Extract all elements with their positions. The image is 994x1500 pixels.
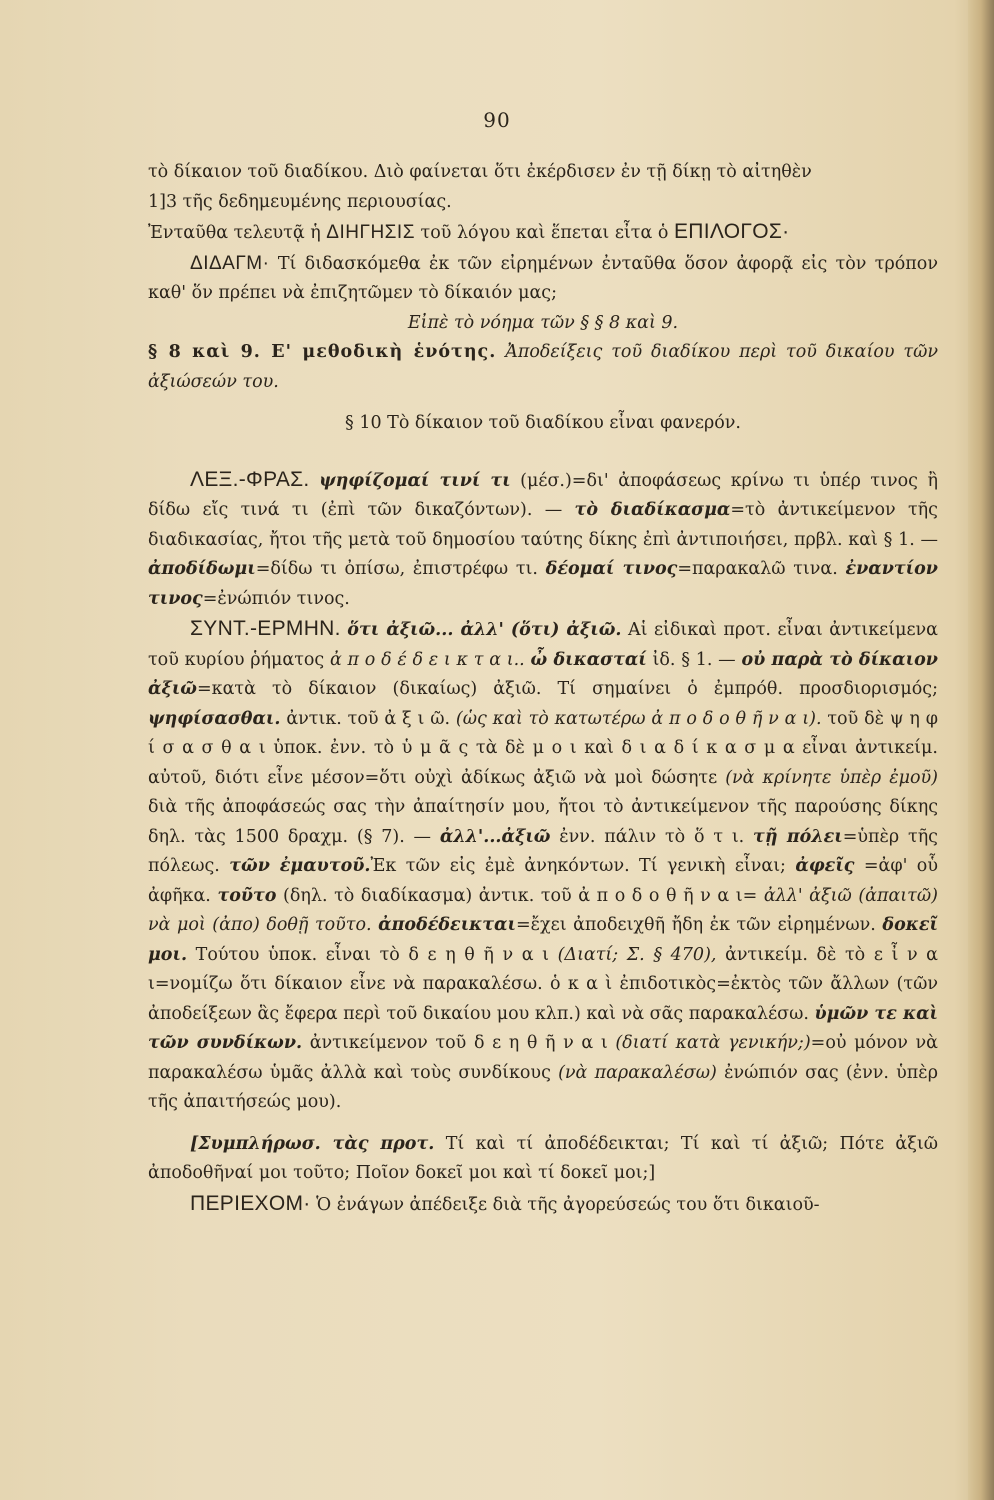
spaced-word: δ ε η θ ῆ ν α ι [473,1033,608,1053]
didagm-paragraph [148,249,938,309]
text-run: τὸ δίκαιον τοῦ διαδίκου. Διὸ φαίνεται ὅτι ἐκέρδισεν ἐν τῇ δίκῃ τὸ αἰτηθὲν [148,162,812,182]
spaced-word: ὅ τ ι. [694,826,745,847]
section-word-diegesis: ΔΙΗΓΗΣΙΣ [326,222,415,243]
text-run: τοῦ λόγου καὶ ἕπεται εἶτα ὁ [420,223,669,243]
section-heading: § 10 Τὸ δίκαιον τοῦ διαδίκου εἶναι φανερόν. [345,413,741,433]
text-run: =δίδω τι ὀπίσω, ἐπιστρέφω τι. [255,559,538,579]
text-run: τρόπον καθ' ὅν πρέπει νὰ ἐπιζητῶμεν τὸ δίκαιόν μας; [148,253,938,303]
term: δοκεῖ μοι. [148,915,938,965]
text-run: Τί καὶ τί ἀποδέδεικται; Τί καὶ τί ἀξιῶ; Πότε ἀξιῶ ἀποδοθῆναί μοι τοῦτο; Ποῖον δοκεῖ μοι καὶ τί δοκεῖ μοι;] [148,1133,938,1183]
text-run: τὰ δὲ [475,738,525,758]
text-run: (δηλ. τὸ διαδίκασμα) ἀντικ. τοῦ [283,885,572,906]
term: ψηφίζομαί τινί τι [319,470,511,491]
spaced-word: ε ἶ ν α ι [148,944,938,994]
term: δέομαί τινος [545,559,678,579]
instruction-line: Εἰπὲ τὸ νόημα τῶν § § 8 καὶ 9. [407,312,679,333]
text-run: (ὡς καὶ τὸ κατωτέρω [455,708,646,729]
term: ἐναντίον τινος [148,559,938,609]
unit-title: § 8 καὶ 9. Ε' μεθοδικὴ ἑνότης. [148,342,497,362]
text-run: Τούτου ὑποκ. εἶναι τὸ [195,944,400,965]
text-run: Ἐκ τῶν εἰς ἐμὲ ἀνηκόντων. Τί γενικὴ εἶναι; [370,856,786,876]
term: ἀφεῖς [795,856,855,876]
text-run: =κατὰ τὸ δίκαιον (δικαίως) ἀξιῶ. Τί σημαίνει ὁ ἐμπρόθ. προσδιορισμός; [196,679,938,699]
spaced-word: ἀ π ο δ ο θ ῆ ν α ι). [651,708,822,729]
term: ὦ δικασταί [530,649,647,670]
term: ἀλλ'...ἀξιῶ [439,826,551,847]
synt-ermen-paragraph [148,614,938,1118]
term: ὑμῶν τε καὶ τῶν συνδίκων. [148,1003,939,1053]
synt-ermen-heading: ΣΥΝΤ.-ΕΡΜΗΝ. [190,617,341,640]
text-run: ἰδ. § 1. — [652,649,736,670]
text-run: (Διατί; Σ. § 470), [557,944,717,965]
text-run: ἐνν. πάλιν τὸ [559,826,686,847]
didagm-heading: ΔΙΔΑΓΜ· [190,252,270,274]
lex-phras-heading: ΛΕΞ.-ΦΡΑΣ. [190,467,310,491]
text-run: ὑποκ. ἐνν. τὸ [273,738,395,758]
periechom-paragraph [148,1189,938,1221]
term: τῶν ἐμαυτοῦ. [229,856,371,876]
text-run: ἐνώπιόν σας (ἐνν. ὑπὲρ τῆς ἀπαιτήσεώς μου). [148,1062,938,1112]
text-run: εἶναι ἀντικείμ. αὐτοῦ, διότι εἶνε μέσον=ὅτι οὐχὶ ἀδίκως ἀξιῶ νὰ μοὶ δώσητε [148,738,938,788]
text-run: (νὰ κρίνητε ὑπὲρ ἐμοῦ) [725,767,938,788]
text-run: ἀλλ' ἀξιῶ (ἀπαιτῶ) νὰ μοὶ (ἀπο) δοθῇ τοῦτο. [148,885,938,935]
symplerosis-paragraph [148,1130,938,1189]
unit-heading [148,338,938,397]
term: [Συμπλήρωσ. τὰς προτ. [190,1133,435,1154]
text-run: 1]3 τῆς δεδημευμένης περιουσίας. [148,191,452,212]
term: ἀποδέδεικται [378,915,516,935]
term: τοῦτο [217,885,277,906]
spaced-word: ἀ π ο δ έ δ ε ι κ τ α ι.. [329,649,525,670]
term: τῇ πόλει [753,826,843,847]
text-run: =ἔχει ἀποδειχθῆ ἤδη ἐκ τῶν εἰρημένων. [516,915,876,935]
spaced-word: ψ η φ ί σ α σ θ α ι [148,708,938,758]
term: ψηφίσασθαι. [148,708,281,729]
text-line [148,217,938,249]
text-run: Ὁ ἐνάγων ἀπέδειξε διὰ τῆς ἀγορεύσεώς του ὅτι δικαιοῦ- [316,1194,820,1215]
text-run: Τί διδασκόμεθα ἐκ τῶν εἰρημένων ἐνταῦθα ὅσον ἀφορᾷ εἰς τὸν [277,253,867,274]
term: οὐ παρὰ τὸ δίκαιον ἀξιῶ [148,649,938,699]
page-body [148,158,938,1220]
text-run: ἐπιδοτικὸς=ἐκτὸς τῶν ἄλλων (τῶν ἀποδείξεων ἃς ἔφερα περὶ τοῦ δικαίου μου κλπ.) καὶ νὰ σᾶς παρακαλέσω. [148,974,938,1024]
text-run: =νομίζω ὅτι δίκαιον εἶνε νὰ παρακαλέσω. ὁ [154,974,561,994]
text-run: τοῦ δὲ [827,708,884,729]
page-spine-edge [968,0,994,1500]
term: ἀποδίδωμι [148,559,256,579]
text-run: ἀντικ. τοῦ [286,708,379,729]
page-number: 90 [483,108,511,132]
text-run: (μέσ.)=δι' ἀποφάσεως κρίνω τι ὑπέρ τινος ἢ δίδω εἴς τινά τι (ἐπὶ τῶν δικαζόντων). — [148,470,938,520]
term: τὸ διαδίκασμα [574,500,731,520]
text-run: Αἱ εἰδικαὶ προτ. εἶναι ἀντικείμενα τοῦ κυρίου ῥήματος [148,620,938,670]
section-word-epilogos: ΕΠΙΛΟΓΟΣ· [673,220,790,243]
lex-phras-paragraph [148,465,938,615]
text-run: =ἀφ' οὗ ἀφῆκα. [148,856,938,906]
unit-subtitle: Ἀποδείξεις τοῦ διαδίκου [505,342,731,362]
text-run: (νὰ παρακαλέσω) [558,1062,717,1083]
spaced-word: κ α ὶ [567,974,613,994]
text-run: διὰ τῆς ἀποφάσεώς σας τὴν ἀπαίτησίν μου, ἤτοι τὸ ἀντικείμενον τῆς παρούσης δίκης δηλ. τὰς 1500 δραχμ. (§ 7). — [148,797,938,847]
text-run: Ἐνταῦθα τελευτᾷ ἡ [148,223,321,243]
spaced-word: ἀ π ο δ ο θ ῆ ν α ι= [578,885,758,906]
text-line [148,188,938,218]
text-run: =παρακαλῶ τινα. [677,559,838,579]
text-run: (διατί κατὰ γενικήν;) [615,1033,811,1053]
spaced-word: μ ο ι καὶ δ ι α δ ί κ α σ μ α [532,738,795,758]
spaced-word: ὑ μ ᾶ ς [401,738,469,758]
text-run: ἀντικείμενον τοῦ [309,1033,467,1053]
text-run: =τὸ ἀντικείμενον τῆς διαδικασίας, ἤτοι τῆς μετὰ τοῦ δημοσίου ταύτης δίκης ἐπὶ ἀντιποιήσει, πρβλ. καὶ § 1. — [148,500,938,550]
spaced-word: δ ε η θ ῆ ν α ι [408,944,549,965]
term: ὅτι ἀξιῶ... ἀλλ' (ὅτι) ἀξιῶ. [347,620,622,640]
text-run: =ἐνώπιόν τινος. [202,588,350,609]
unit-subtitle-cont: περὶ τοῦ δικαίου τῶν ἀξιώσεών του. [148,342,938,392]
text-run: ἀντικείμ. δὲ τὸ [725,944,866,965]
periechom-heading: ΠΕΡΙΕΧΟΜ· [190,1191,311,1215]
spaced-word: ἀ ξ ι ῶ. [384,708,451,729]
text-run: =ὑπὲρ τῆς πόλεως. [148,826,938,876]
text-line [148,158,938,188]
text-run: =οὐ μόνον νὰ παρακαλέσω ὑμᾶς ἀλλὰ καὶ τοὺς συνδίκους [148,1033,938,1083]
